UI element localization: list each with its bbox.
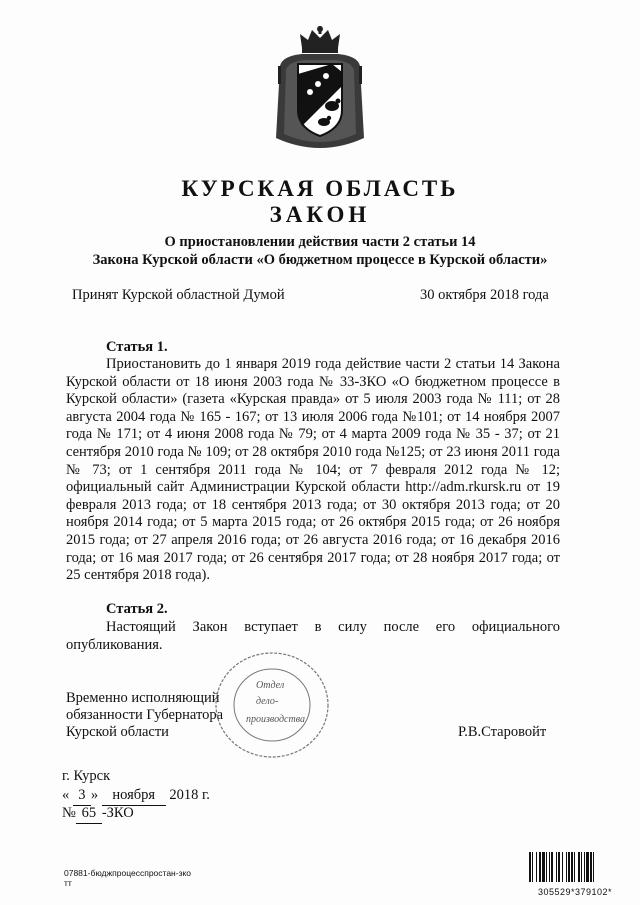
date-year: 2018 г. [169, 787, 210, 803]
file-code: 07881-бюджпроцесспростан-зко [64, 868, 192, 878]
barcode-bar [562, 852, 563, 882]
stamp-line2: дело- [256, 696, 279, 707]
signatory-position-line1: Временно исполняющий [66, 690, 220, 706]
barcode-bars [529, 852, 621, 882]
article2-text: Настоящий Закон вступает в силу после его официального опубликования. [66, 619, 560, 653]
barcode-bar [536, 852, 537, 882]
barcode-bar [546, 852, 547, 882]
barcode-bar [586, 852, 589, 882]
law-number [62, 805, 134, 824]
adopted-by: Принят Курской областной Думой [72, 287, 285, 303]
barcode-bar [571, 852, 573, 882]
barcode-number: 305529*379102* [537, 887, 613, 897]
date-close-quote: » [90, 787, 99, 803]
barcode-bar [532, 852, 533, 882]
number-suffix: -ЗКО [101, 805, 134, 821]
article1-heading: Статья 1. [106, 339, 168, 355]
coat-of-arms-emblem [272, 26, 368, 150]
barcode-bar [556, 852, 557, 882]
law-title-line1: О приостановлении действия части 2 статьи 14 [164, 234, 476, 250]
document-type: ЗАКОН [269, 202, 371, 227]
number-value: 65 [76, 805, 102, 824]
place-date [62, 787, 210, 806]
signatory-name: Р.В.Старовойт [458, 724, 547, 740]
stamp-line3: производства [246, 714, 305, 725]
barcode-bar [566, 852, 567, 882]
barcode-bar [529, 852, 531, 882]
region-title: КУРСКАЯ ОБЛАСТЬ [181, 176, 459, 201]
barcode-bar [593, 852, 594, 882]
adoption-date: 30 октября 2018 года [420, 287, 549, 303]
file-initials: тт [64, 878, 72, 888]
article1-text: Приостановить до 1 января 2019 года действие части 2 статьи 14 Закона Курской области от 18 июня 2003 года № 33-ЗКО «О бюджетном процессе в Курской области» (газета «Курская правда» от 5 июля 2003 года № 111; от 28 августа 2004 года № 165 - 167; от 13 июля 2006 года №101; от 14 ноября 2007 года № 171; от 4 июня 2008 года № 79; от 4 марта 2009 года № 35 - 37; от 21 сентября 2010 года № 109; от 28 октября 2010 года №125; от 23 июня 2011 года № 73; от 1 сентября 2011 года № 104; от 7 февраля 2012 года № 12; официальный сайт Администрации Курской области http://adm.rkursk.ru от 19 февраля 2013 года; от 18 сентября 2013 года; от 30 октября 2013 года; от 20 ноября 2014 года; от 5 марта 2015 года; от 26 октября 2015 года; от 26 ноября 2015 года; от 27 апреля 2016 года; от 26 августа 2016 года; от 16 декабря 2016 года; от 16 мая 2017 года; от 26 сентября 2017 года; от 28 ноября 2017 года; от 25 сентября 2018 года). [66, 356, 560, 584]
barcode-bar [551, 852, 553, 882]
barcode-bar [590, 852, 592, 882]
date-open-quote: « [62, 787, 70, 803]
barcode-bar [574, 852, 575, 882]
law-title-line2: Закона Курской области «О бюджетном процессе в Курской области» [92, 252, 548, 268]
barcode-bar [578, 852, 580, 882]
barcode-bar [539, 852, 541, 882]
place-city: г. Курск [62, 768, 111, 784]
barcode-bar [581, 852, 582, 882]
office-stamp [212, 650, 332, 760]
date-month: ноября [102, 787, 166, 806]
article2-heading: Статья 2. [106, 601, 168, 617]
date-day: 3 [73, 787, 91, 806]
signatory-position-line3: Курской области [66, 724, 169, 740]
barcode-bar [549, 852, 550, 882]
signatory-position-line2: обязанности Губернатора [66, 707, 224, 723]
number-prefix: № [62, 805, 76, 821]
barcode [529, 852, 621, 897]
barcode-bar [558, 852, 560, 882]
barcode-bar [568, 852, 570, 882]
barcode-bar [584, 852, 585, 882]
stamp-line1: Отдел [256, 680, 285, 691]
barcode-bar [542, 852, 545, 882]
